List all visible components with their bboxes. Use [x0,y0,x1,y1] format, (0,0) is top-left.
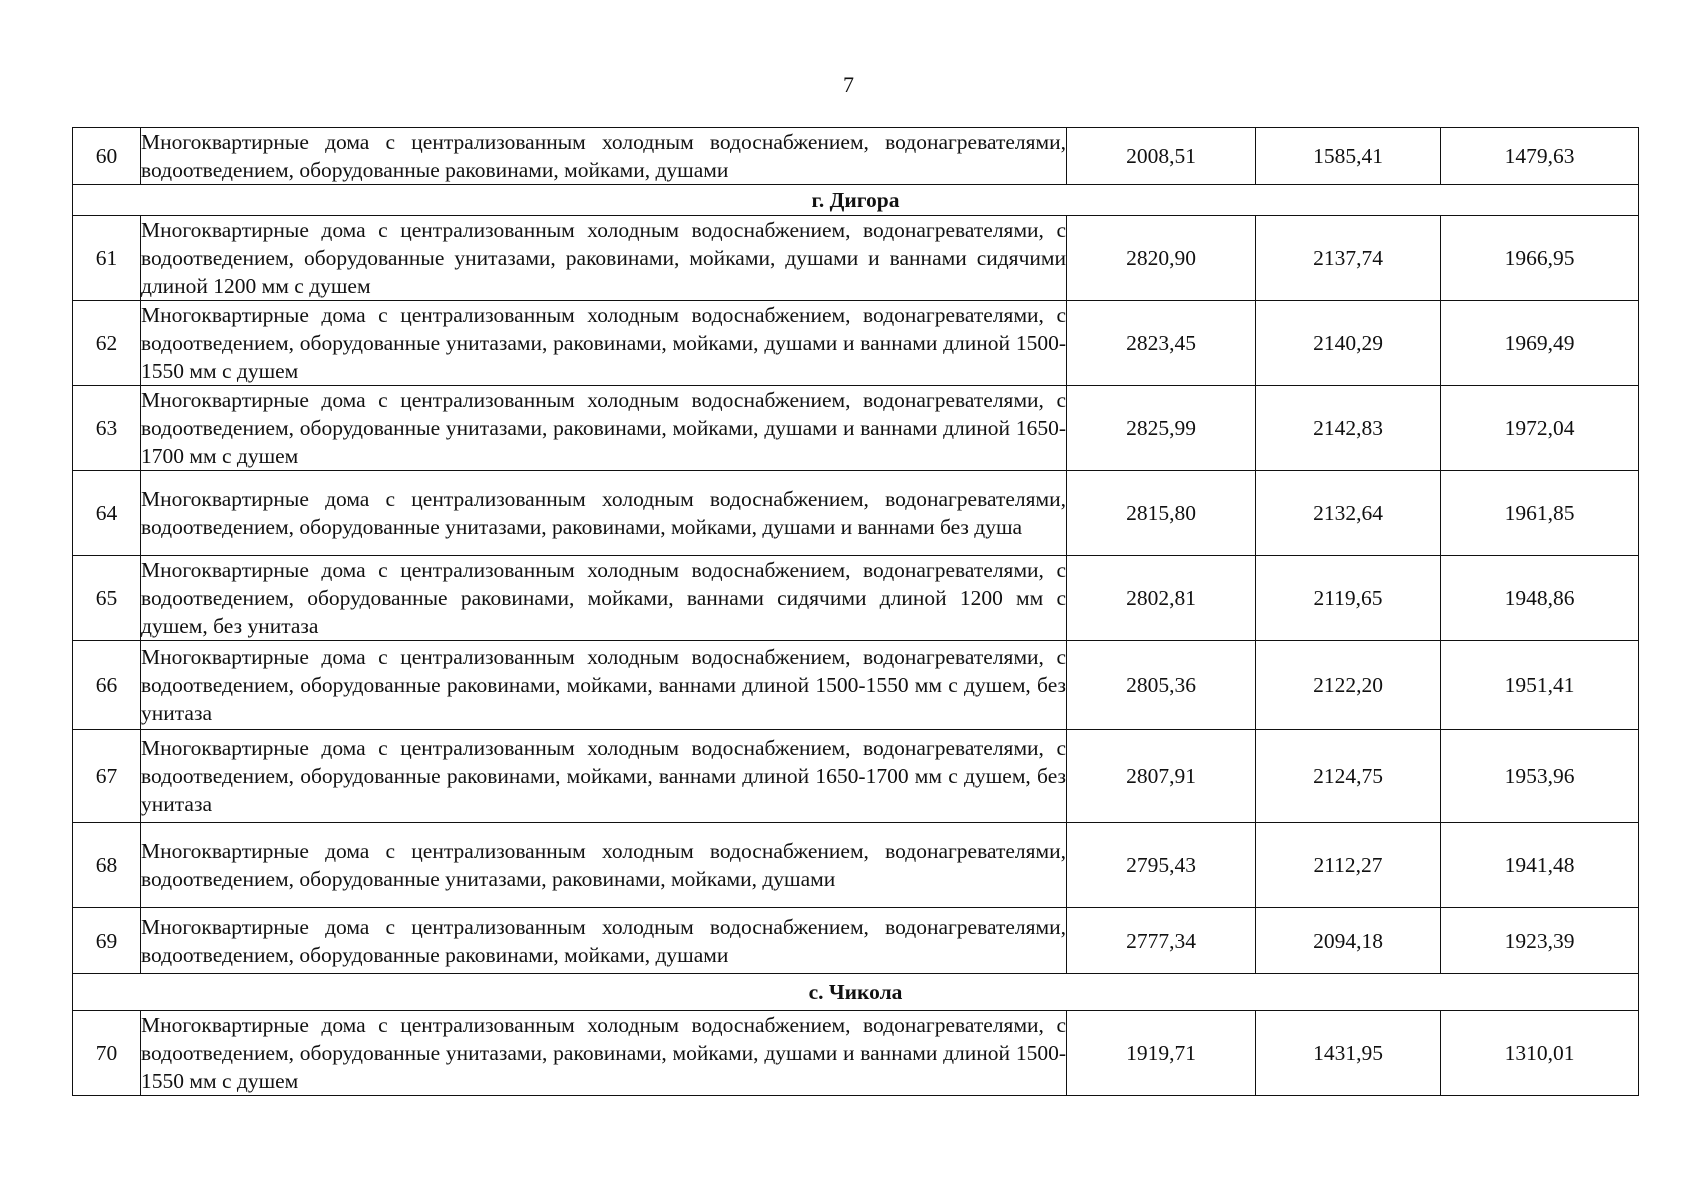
row-value-2: 1431,95 [1256,1011,1441,1096]
row-value-2: 1585,41 [1256,128,1441,185]
row-number: 65 [73,556,141,641]
row-value-3: 1923,39 [1441,908,1639,974]
table-row [73,908,1639,974]
table-row [73,556,1639,641]
table-row [73,823,1639,908]
table-row [73,730,1639,823]
row-number: 68 [73,823,141,908]
table-row [73,301,1639,386]
row-value-2: 2112,27 [1256,823,1441,908]
section-title: г. Дигора [73,185,1639,216]
row-description: Многоквартирные дома с централизованным холодным водоснабжением, водонагревателями, с водоотведением, оборудованные раковинами, мойками, ваннами длиной 1650-1700 мм с душем, без унитаза [141,730,1067,823]
row-number: 67 [73,730,141,823]
row-number: 70 [73,1011,141,1096]
row-description: Многоквартирные дома с централизованным холодным водоснабжением, водонагревателями, с водоотведением, оборудованные унитазами, раковинами, мойками, душами и ваннами сидячими длиной 1200 мм с душем [141,216,1067,301]
row-value-1: 2777,34 [1067,908,1256,974]
row-description: Многоквартирные дома с централизованным холодным водоснабжением, водонагревателями, водоотведением, оборудованные раковинами, мойками, душами [141,128,1067,185]
row-number: 64 [73,471,141,556]
row-value-2: 2119,65 [1256,556,1441,641]
row-value-2: 2142,83 [1256,386,1441,471]
row-value-1: 2820,90 [1067,216,1256,301]
row-value-1: 2815,80 [1067,471,1256,556]
row-number: 63 [73,386,141,471]
table-row [73,1011,1639,1096]
row-value-3: 1948,86 [1441,556,1639,641]
section-title: с. Чикола [73,974,1639,1011]
row-description: Многоквартирные дома с централизованным холодным водоснабжением, водонагревателями, водоотведением, оборудованные унитазами, раковинами, мойками, душами [141,823,1067,908]
row-value-3: 1969,49 [1441,301,1639,386]
row-value-2: 2094,18 [1256,908,1441,974]
row-value-2: 2137,74 [1256,216,1441,301]
table-row [73,128,1639,185]
row-number: 61 [73,216,141,301]
row-value-1: 2805,36 [1067,641,1256,730]
row-value-1: 2802,81 [1067,556,1256,641]
row-description: Многоквартирные дома с централизованным холодным водоснабжением, водонагревателями, водоотведением, оборудованные раковинами, мойками, душами [141,908,1067,974]
row-description: Многоквартирные дома с централизованным холодным водоснабжением, водонагревателями, с водоотведением, оборудованные унитазами, раковинами, мойками, душами и ваннами длиной 1500-1550 мм с душем [141,1011,1067,1096]
table-row [73,216,1639,301]
row-number: 62 [73,301,141,386]
row-value-2: 2122,20 [1256,641,1441,730]
row-description: Многоквартирные дома с централизованным холодным водоснабжением, водонагревателями, с водоотведением, оборудованные унитазами, раковинами, мойками, душами и ваннами длиной 1500-1550 мм с душем [141,301,1067,386]
tariff-table [72,127,1639,1096]
row-value-1: 2825,99 [1067,386,1256,471]
section-row [73,974,1639,1011]
row-description: Многоквартирные дома с централизованным холодным водоснабжением, водонагревателями, с водоотведением, оборудованные унитазами, раковинами, мойками, душами и ваннами длиной 1650-1700 мм с душем [141,386,1067,471]
row-value-2: 2132,64 [1256,471,1441,556]
row-value-3: 1310,01 [1441,1011,1639,1096]
row-value-3: 1941,48 [1441,823,1639,908]
row-value-1: 2008,51 [1067,128,1256,185]
row-value-3: 1953,96 [1441,730,1639,823]
section-row [73,185,1639,216]
row-value-1: 2823,45 [1067,301,1256,386]
row-number: 69 [73,908,141,974]
row-description: Многоквартирные дома с централизованным холодным водоснабжением, водонагревателями, с водоотведением, оборудованные раковинами, мойками, ваннами сидячими длиной 1200 мм с душем, без унитаза [141,556,1067,641]
row-description: Многоквартирные дома с централизованным холодным водоснабжением, водонагревателями, водоотведением, оборудованные унитазами, раковинами, мойками, душами и ваннами без душа [141,471,1067,556]
row-value-2: 2124,75 [1256,730,1441,823]
row-value-1: 1919,71 [1067,1011,1256,1096]
row-value-2: 2140,29 [1256,301,1441,386]
row-value-3: 1961,85 [1441,471,1639,556]
row-number: 60 [73,128,141,185]
row-value-3: 1951,41 [1441,641,1639,730]
row-value-3: 1972,04 [1441,386,1639,471]
page-number: 7 [843,72,854,97]
row-description: Многоквартирные дома с централизованным холодным водоснабжением, водонагревателями, с водоотведением, оборудованные раковинами, мойками, ваннами длиной 1500-1550 мм с душем, без унитаза [141,641,1067,730]
row-value-1: 2795,43 [1067,823,1256,908]
row-value-1: 2807,91 [1067,730,1256,823]
row-value-3: 1479,63 [1441,128,1639,185]
table-row [73,471,1639,556]
table-row [73,386,1639,471]
row-value-3: 1966,95 [1441,216,1639,301]
row-number: 66 [73,641,141,730]
table-row [73,641,1639,730]
